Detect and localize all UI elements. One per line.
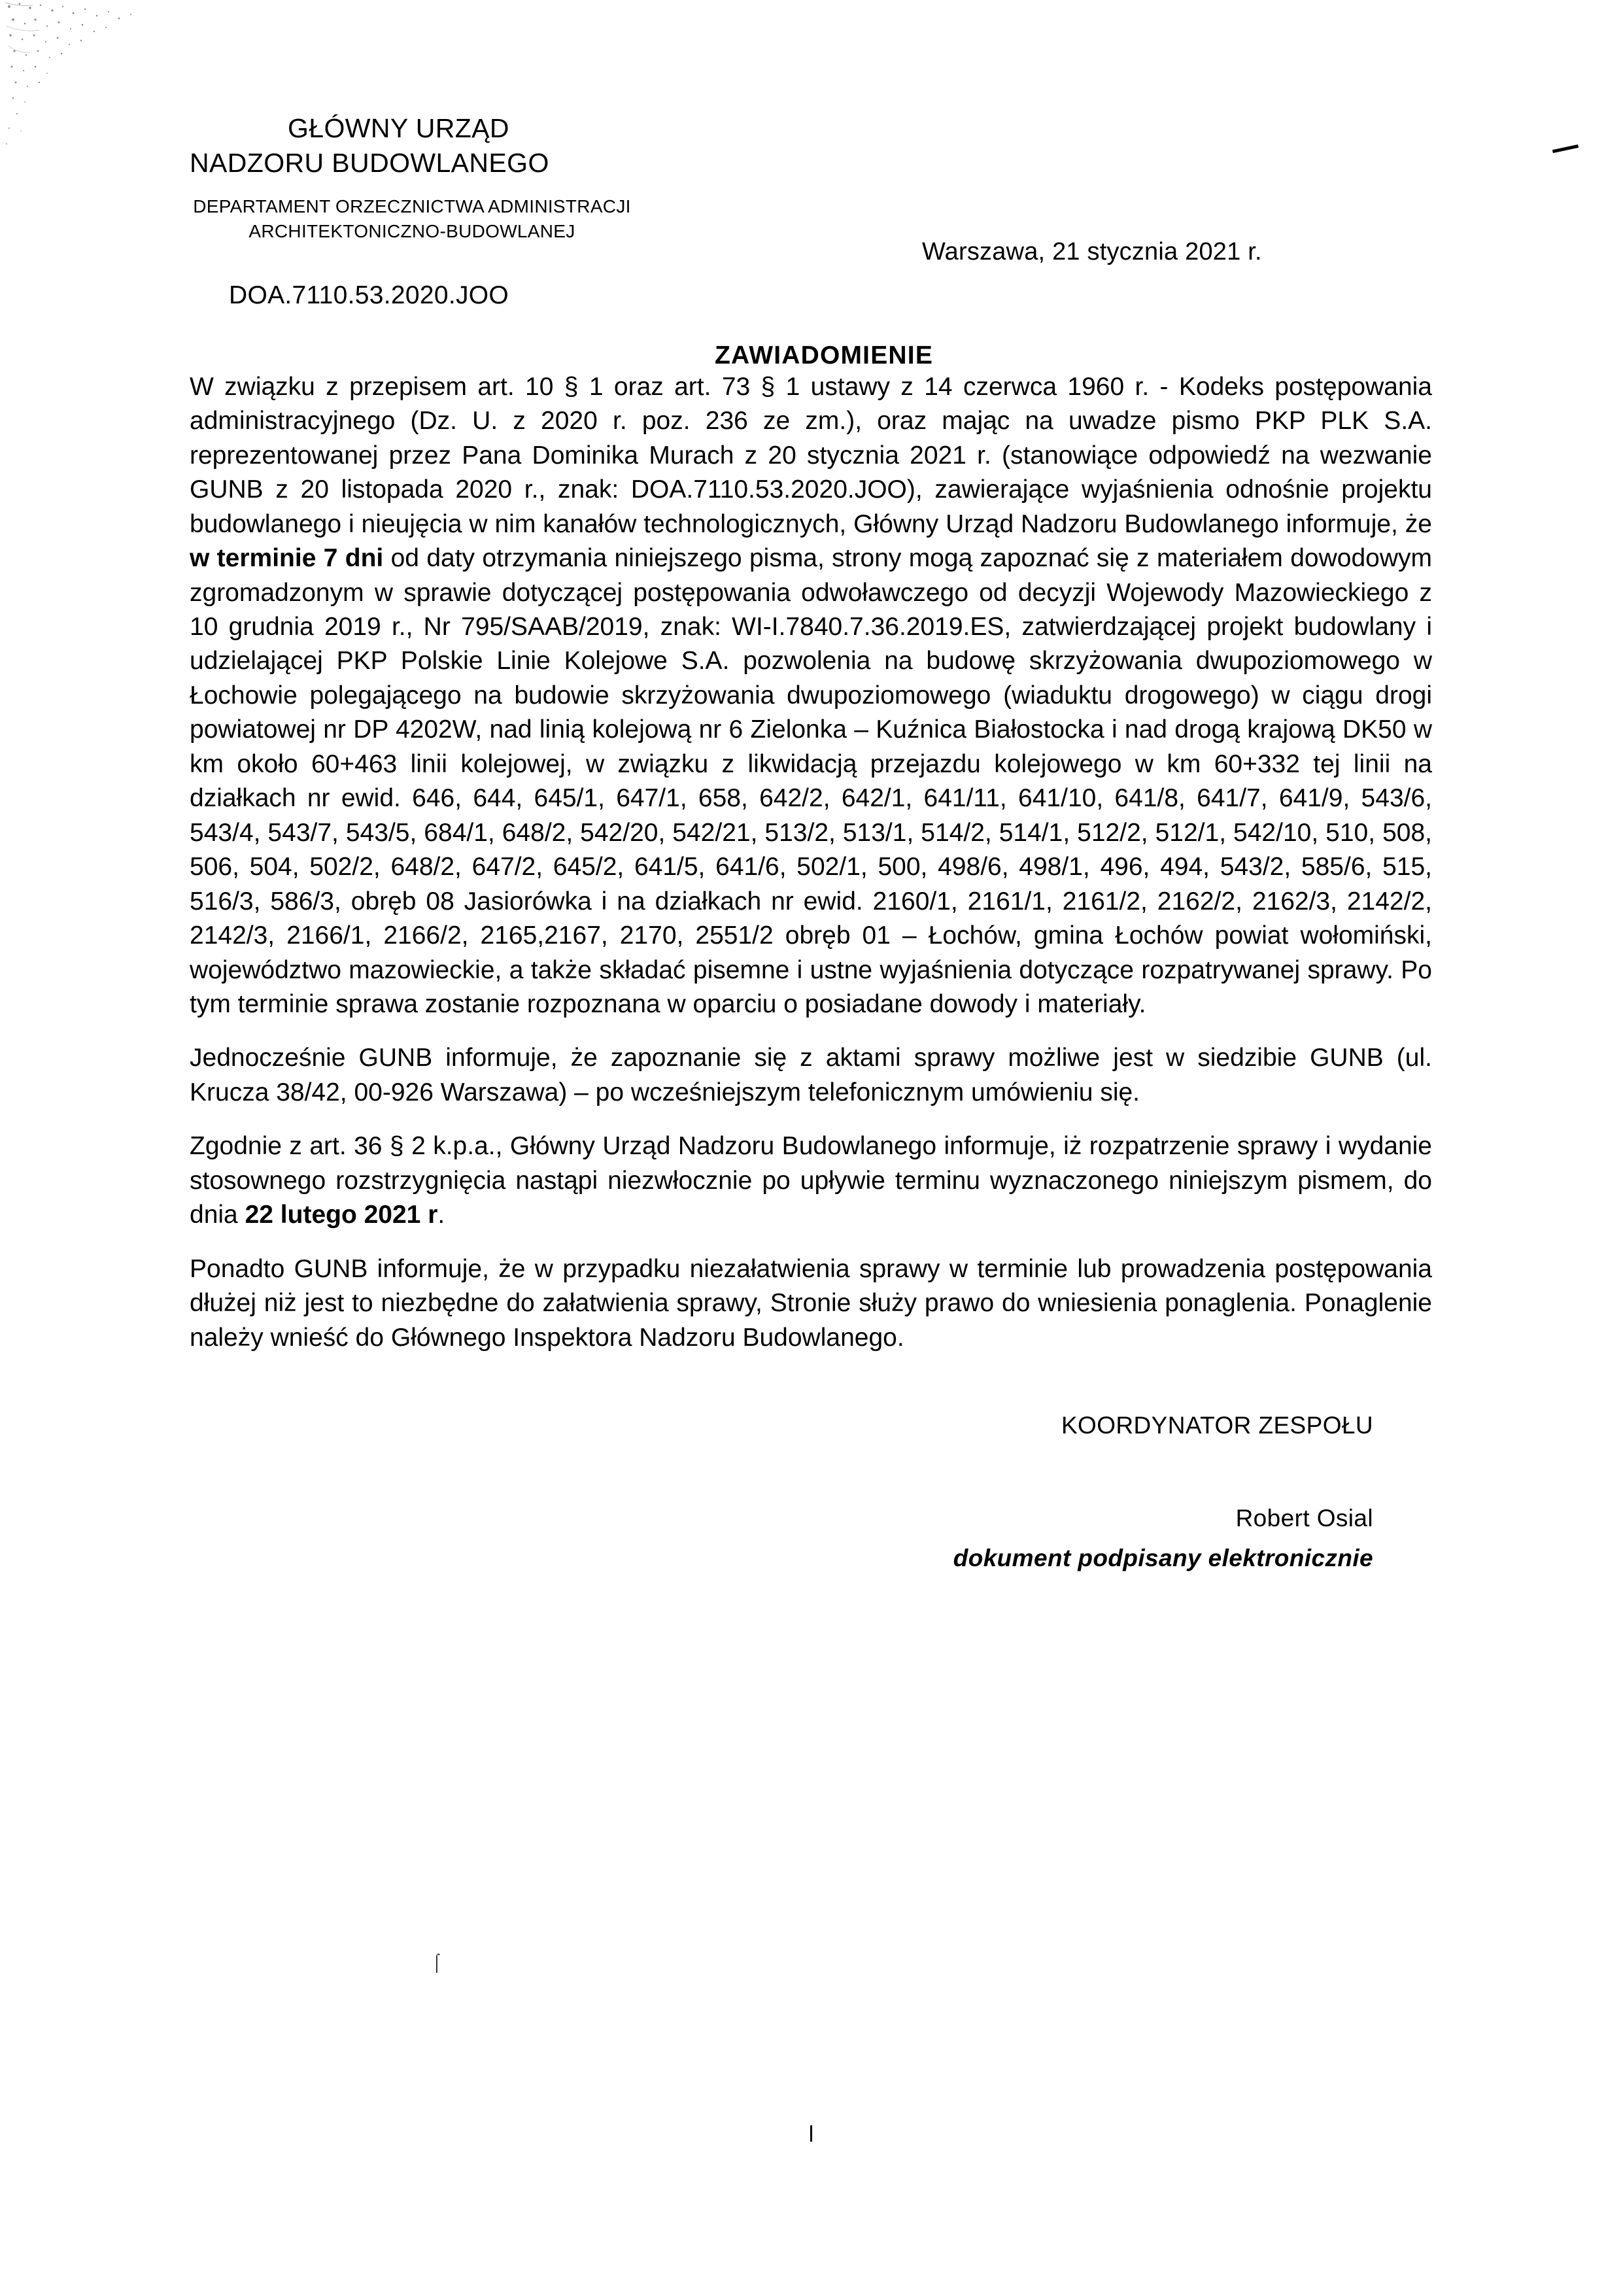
paragraph-3-text-a: Zgodnie z art. 36 § 2 k.p.a., Główny Urząd Nadzoru Budowlanego informuje, iż rozpatrzenie sprawy i wydanie stosownego rozstrzygnięcia nastąpi niezwłocznie po upływie terminu wyznaczonego niniejszym pismem, do dnia <box>190 1132 1432 1229</box>
organization-title <box>190 111 1432 181</box>
organization-title-line2: NADZORU BUDOWLANEGO <box>190 148 549 179</box>
signature-role: KOORDYNATOR ZESPOŁU <box>1061 1412 1373 1439</box>
scan-artifact-tick <box>1552 145 1579 153</box>
document-content <box>190 111 1432 1577</box>
paragraph-3-bold-deadline: 22 lutego 2021 r <box>245 1201 438 1229</box>
paragraph-1-text-b: od daty otrzymania niniejszego pisma, strony mogą zapoznać się z materiałem dowodowym zgromadzonym w sprawie dotyczącej postępowania odwoławczego od decyzji Wojewody Mazowieckiego z 10 grudnia 2019 r., Nr 795/SAAB/2019, znak: WI-I.7840.7.36.2019.ES, zatwierdzającej projekt budowlany i udzielającej PKP Polskie Linie Kolejowe S.A. pozwolenia na budowę skrzyżowania dwupoziomowego w Łochowie polegającego na budowie skrzyżowania dwupoziomowego (wiaduktu drogowego) w ciągu drogi powiatowej nr DP 4202W, nad linią kolejową nr 6 Zielonka – Kuźnica Białostocka i nad drogą krajową DK50 w km około 60+463 linii kolejowej, w związku z likwidacją przejazdu kolejowego w km 60+332 tej linii na działkach nr ewid. 646, 644, 645/1, 647/1, 658, 642/2, 642/1, 641/11, 641/10, 641/8, 641/7, 641/9, 543/6, 543/4, 543/7, 543/5, 684/1, 648/2, 542/20, 542/21, 513/2, 513/1, 514/2, 514/1, 512/2, 512/1, 542/10, 510, 508, 506, 504, 502/2, 648/2, 647/2, 645/2, 641/5, 641/6, 502/1, 500, 498/6, 498/1, 496, 494, 543/2, 585/6, 515, 516/3, 586/3, obręb 08 Jasiorówka i na działkach nr ewid. 2160/1, 2161/1, 2161/2, 2162/2, 2162/3, 2142/2, 2142/3, 2166/1, 2166/2, 2165,2167, 2170, 2551/2 obręb 01 – Łochów, gmina Łochów powiat wołomiński, województwo mazowieckie, a także składać pisemne i ustne wyjaśnienia dotyczące rozpatrywanej sprawy. Po tym terminie sprawa zostanie rozpoznana w oparciu o posiadane dowody i materiały. <box>190 544 1432 1018</box>
paragraph-1-bold-term: w terminie 7 dni <box>190 544 384 573</box>
paragraph-1 <box>190 370 1432 1022</box>
paragraph-3 <box>190 1129 1432 1232</box>
paragraph-2: Jednocześnie GUNB informuje, że zapoznanie się z aktami sprawy możliwe jest w siedzibie GUNB (ul. Krucza 38/42, 00-926 Warszawa) – po wcześniejszym telefonicznym umówieniu się. <box>190 1044 1432 1106</box>
paragraph-4: Ponadto GUNB informuje, że w przypadku niezałatwienia sprawy w terminie lub prowadzenia postępowania dłużej niż jest to niezbędne do załatwienia sprawy, Stronie służy prawo do wniesienia ponaglenia. Ponaglenie należy wnieść do Głównego Inspektora Nadzoru Budowlanego. <box>190 1254 1432 1352</box>
organization-title-line1: GŁÓWNY URZĄD <box>288 113 509 143</box>
signature-block <box>190 1407 1432 1577</box>
signature-electronic-note: dokument podpisany elektronicznie <box>953 1545 1373 1572</box>
document-heading: ZAWIADOMIENIE <box>714 341 934 369</box>
place-and-date: Warszawa, 21 stycznia 2021 r. <box>922 237 1262 266</box>
reference-number: DOA.7110.53.2020.JOO <box>229 281 509 309</box>
paragraph-1-text-a: W związku z przepisem art. 10 § 1 oraz art. 73 § 1 ustawy z 14 czerwca 1960 r. - Kodeks postępowania administracyjnego (Dz. U. z 2020 r. poz. 236 ze zm.), oraz mając na uwadze pismo PKP PLK S.A. reprezentowanej przez Pana Dominika Murach z 20 stycznia 2021 r. (stanowiące odpowiedź na wezwanie GUNB z 20 listopada 2020 r., znak: DOA.7110.53.2020.JOO), zawierające wyjaśnienia odnośnie projektu budowlanego i nieujęcia w nim kanałów technologicznych, Główny Urząd Nadzoru Budowlanego informuje, że <box>190 372 1432 538</box>
stray-pen-mark: ⌠ <box>432 1952 442 1972</box>
page-number: l <box>808 2122 815 2147</box>
scan-edge-speckle <box>0 0 216 170</box>
department-name: DEPARTAMENT ORZECZNICTWA ADMINISTRACJI ARCHITEKTONICZNO-BUDOWLANEJ <box>193 196 631 242</box>
paragraph-3-text-b: . <box>437 1201 445 1229</box>
signature-name: Robert Osial <box>1235 1504 1373 1532</box>
document-meta <box>190 237 1432 309</box>
